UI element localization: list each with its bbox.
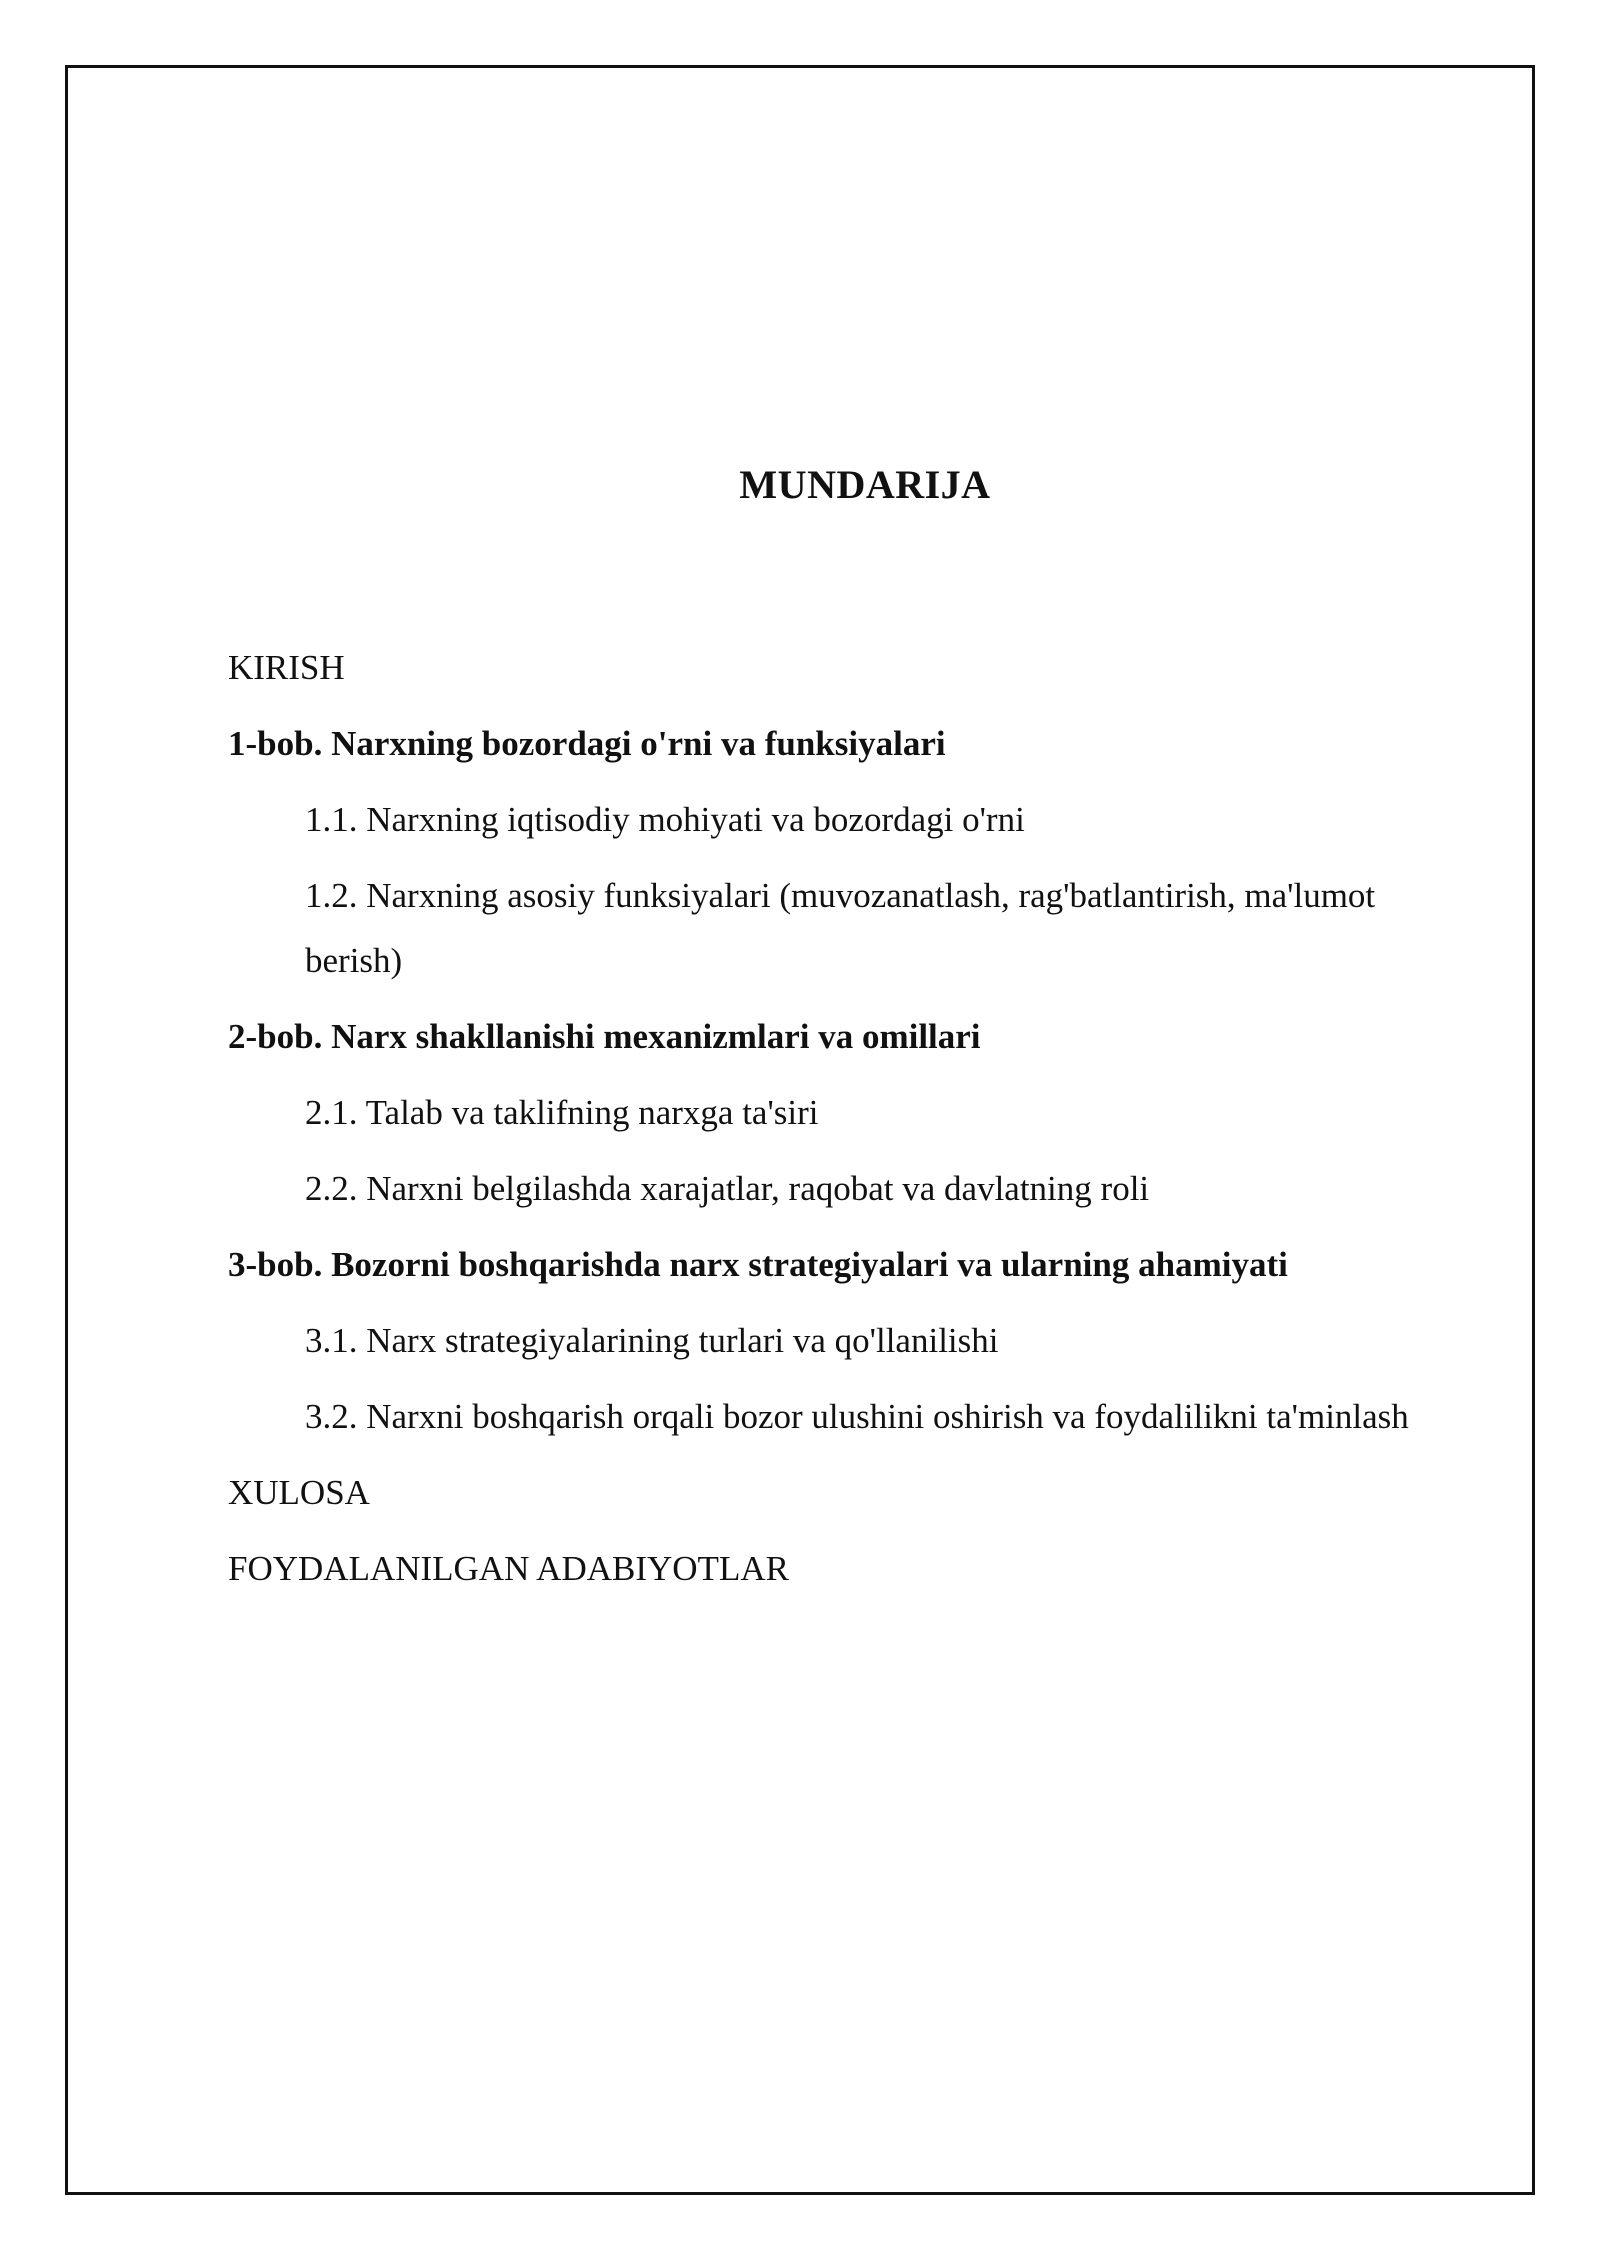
toc-subsection-3-1: 3.1. Narx strategiyalarining turlari va qo'llanilishi bbox=[305, 1321, 999, 1360]
toc-chapter-1: 1-bob. Narxning bozordagi o'rni va funksiyalari bbox=[228, 724, 946, 763]
toc-subsection-1-1: 1.1. Narxning iqtisodiy mohiyati va bozordagi o'rni bbox=[305, 800, 1025, 839]
toc-chapter-2: 2-bob. Narx shakllanishi mexanizmlari va omillari bbox=[228, 1017, 981, 1056]
toc-subsection-2-2: 2.2. Narxni belgilashda xarajatlar, raqobat va davlatning roli bbox=[305, 1169, 1150, 1208]
toc-entry-references: FOYDALANILGAN ADABIYOTLAR bbox=[228, 1549, 789, 1588]
toc-chapter-3: 3-bob. Bozorni boshqarishda narx strategiyalari va ularning ahamiyati bbox=[228, 1245, 1288, 1284]
table-of-contents bbox=[228, 635, 1478, 1612]
toc-subsection-2-1: 2.1. Talab va taklifning narxga ta'siri bbox=[305, 1093, 819, 1132]
page-title: MUNDARIJA bbox=[739, 462, 991, 507]
toc-subsection-3-2: 3.2. Narxni boshqarish orqali bozor ulushini oshirish va foydalilikni ta'minlash bbox=[305, 1397, 1409, 1436]
toc-entry-conclusion: XULOSA bbox=[228, 1473, 370, 1512]
toc-subsection-1-2: 1.2. Narxning asosiy funksiyalari (muvozanatlash, rag'batlantirish, ma'lumot berish) bbox=[305, 876, 1376, 980]
toc-entry-intro: KIRISH bbox=[228, 648, 345, 687]
